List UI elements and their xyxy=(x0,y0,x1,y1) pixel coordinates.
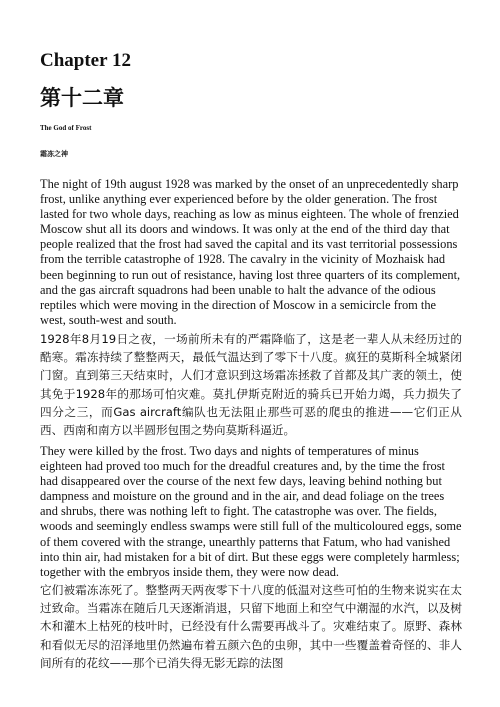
chapter-subtitle-zh: 霜冻之神 xyxy=(40,150,68,158)
chapter-subtitle-en: The God of Frost xyxy=(40,124,92,132)
paragraph-en-1: The night of 19th august 1928 was marked by the onset of an unprecedentedly sharp frost, unlike anything ever experienced before by the older generation. The frost lasted for two whole days, reaching as low as minus eighteen. The whole of frenzied Moscow shut all its doors and windows. It was only at the end of the third day that people realized that the frost had saved the capital and its vast territorial possessions from the terrible catastrophe of 1928. The cavalry in the vicinity of Mozhaisk had been beginning to run out of resistance, having lost three quarters of its complement, and the gas aircraft squadrons had been unable to halt the advance of the odious reptiles which were moving in the direction of Moscow in a semicircle from the west, south-west and south. xyxy=(40,177,461,327)
chapter-title-en: Chapter 12 xyxy=(40,50,131,71)
paragraph-zh-2: 它们被霜冻冻死了。整整两天两夜零下十八度的低温对这些可怕的生物来说实在太过致命。当霜冻在随后几天逐渐消退，只留下地面上和空气中潮湿的水汽，以及树木和灌木上枯死的枝叶时，已经没有什么需要再战斗了。灾难结束了。原野、森林和看似无尽的沼泽地里仍然遍布着五颜六色的虫卵，其中一些覆盖着奇怪的、非人间所有的花纹——那个已消失得无影无踪的法图 xyxy=(40,583,462,670)
paragraph-zh-1: 1928年8月19日之夜，一场前所未有的严霜降临了，这是老一辈人从未经历过的酷寒。霜冻持续了整整两天，最低气温达到了零下十八度。疯狂的莫斯科全城紧闭门窗。直到第三天结束时，人们才意识到这场霜冻拯救了首都及其广袤的领土，使其免于1928年的那场可怕灾难。莫扎伊斯克附近的骑兵已开始力竭，兵力损失了四分之三，而Gas aircraft编队也无法阻止那些可恶的爬虫的推进——它们正从西、西南和南方以半圆形包围之势向莫斯科逼近。 xyxy=(40,332,462,438)
chapter-title-zh: 第十二章 xyxy=(40,86,124,110)
paragraph-en-2: They were killed by the frost. Two days and nights of temperatures of minus eighteen had proved too much for the dreadful creatures and, by the time the frost had disappeared over the course of the next few days, leaving behind nothing but dampness and moisture on the ground and in the air, and dead foliage on the trees and shrubs, there was nothing left to fight. The catastrophe was over. The fields, woods and seemingly endless swamps were still full of the multicoloured eggs, some of them covered with the strange, unearthly patterns that Fatum, who had vanished into thin air, had mistaken for a bit of dirt. But these eggs were completely harmless; together with the embryos inside them, they were now dead. xyxy=(40,444,462,579)
